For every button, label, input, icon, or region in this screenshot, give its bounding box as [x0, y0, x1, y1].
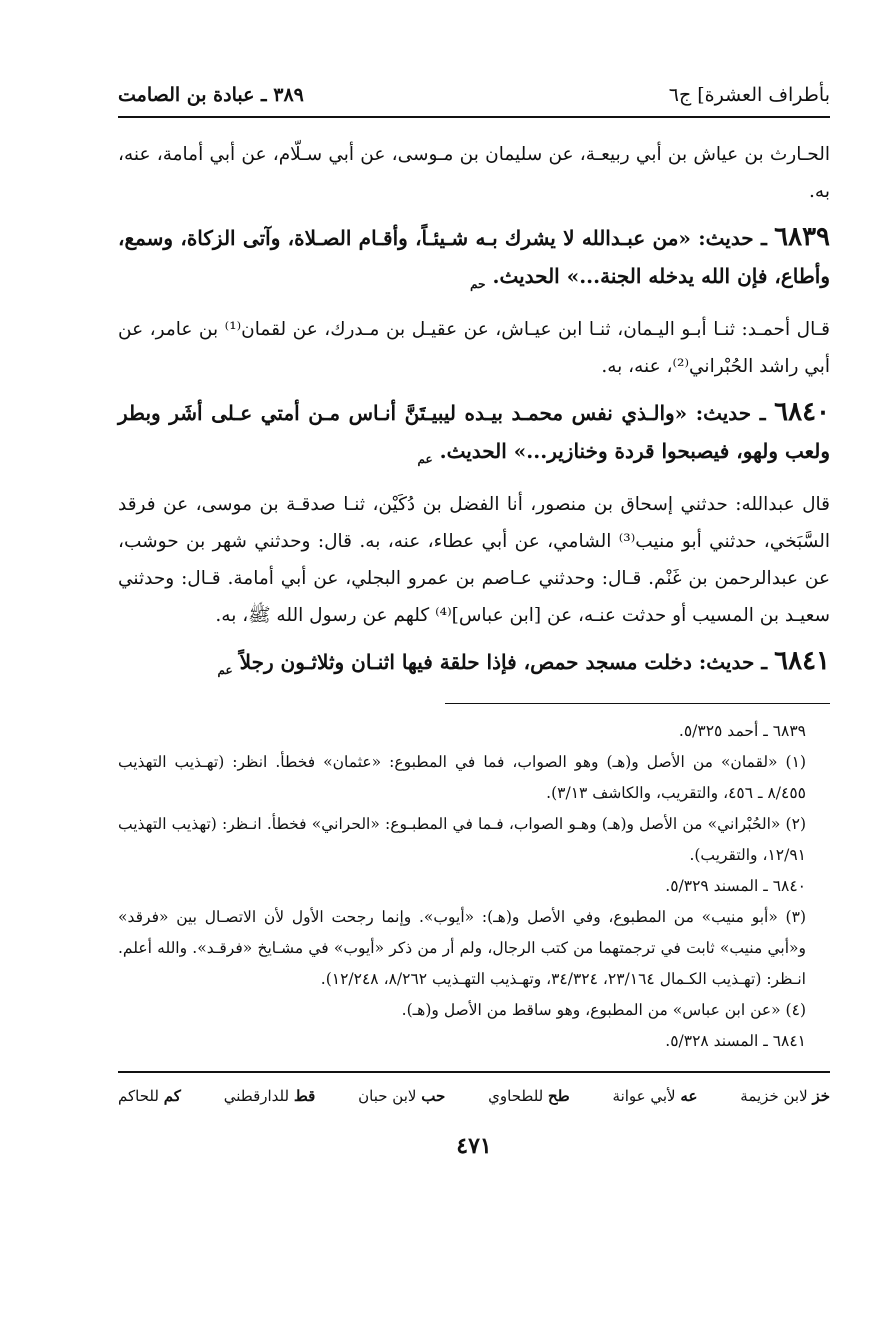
- hadith-number: ٦٨٤١: [774, 646, 830, 676]
- hadith-6840: [118, 393, 830, 478]
- siglum: عه لأبي عوانة: [612, 1087, 698, 1105]
- source-note-6840: ٦٨٤٠ ـ المسند ٥/٣٢٩.: [665, 877, 806, 895]
- footnote-1: (١) «لقمان» من الأصل و(هـ) وهو الصواب، فما في المطبوع: «عثمان» فخطأ. انظر: (تهـذيب التهذيب ٨/٤٥٥ ـ ٤٥٦، والتقريب، والكاشف ٣/١٣).: [118, 753, 806, 802]
- footnote-3: (٣) «أبو منيب» من المطبوع، وفي الأصل و(هـ): «أيوب». وإنما رجحت الأول لأن الاتصـال بين «فرقد» و«أبي منيب» ثابت في ترجمتهما من كتب الرجال، ولم أر من ذكر «أيوب» في مشـايخ «فرقـد». والله أعلم. انـظر: (تهـذيب الكـمال ٢٣/١٦٤، ٣٤/٣٢٤، وتهـذيب التهـذيب ٨/٢٦٢، ١٢/٢٤٨).: [118, 908, 806, 988]
- siglum: طح للطحاوي: [488, 1087, 570, 1105]
- hadith-siglum: عم: [217, 663, 233, 677]
- hadith-siglum: عم: [417, 452, 433, 466]
- hadith-text: ـ حديث: «من عبـدالله لا يشرك بـه شـيئـاً، وأقـام الصـلاة، وآتى الزكاة، وسمع، وأطاع، فإن الله يدخله الجنة...» الحديث.: [118, 226, 830, 288]
- hadith-text: ـ حديث: دخلت مسجد حمص، فإذا حلقة فيها اثنـان وثلاثـون رجلاً: [239, 650, 768, 674]
- footnotes: [118, 716, 830, 1057]
- header-book-title: بأطراف العشرة] ج٦: [668, 84, 830, 106]
- page-number: ٤٧١: [456, 1133, 492, 1159]
- siglum: كم للحاكم: [118, 1087, 181, 1105]
- siglum: خز لابن خزيمة: [740, 1087, 830, 1105]
- header-entry-title: ٣٨٩ ـ عبادة بن الصامت: [118, 84, 304, 106]
- sigla-legend: [118, 1073, 830, 1105]
- hadith-number: ٦٨٤٠: [774, 397, 831, 427]
- hadith-text: ـ حديث: «والـذي نفس محمـد بيـده ليبيـتَنَّ أنـاس مـن أمتي عـلى أشَر وبطر ولعب ولهو، فيصبحوا قردة وخنازير...» الحديث.: [118, 401, 830, 463]
- hadith-6839: [118, 218, 830, 303]
- footnote-divider: [445, 703, 830, 704]
- source-note-6841: ٦٨٤١ ـ المسند ٥/٣٢٨.: [665, 1032, 806, 1050]
- running-header: [118, 66, 830, 118]
- hadith-6841: [118, 642, 830, 689]
- paragraph-isnad-1: الحـارث بن عياش بن أبي ربيعـة، عن سليمان بن مـوسى، عن أبي سـلّام، عن أبي أمامة، عنه، به.: [118, 144, 830, 202]
- book-page: [118, 66, 830, 1159]
- siglum: حب لابن حبان: [358, 1087, 446, 1105]
- paragraph-isnad-3: قال عبدالله: حدثني إسحاق بن منصور، أنا الفضل بن دُكَيْن، ثنـا صدقـة بن موسى، عن فرقد السَّبَخي، حدثني أبو منيب⁽³⁾ الشامي، عن أبي عطاء، عنه، به. قال: وحدثني شهر بن حوشب، عن عبدالرحمن بن غَنْم. قـال: وحدثني عـاصم بن عمرو البجلي، عن أبي أمامة. قـال: وحدثني سعيـد بن المسيب أو حدثت عنـه، عن [ابن عباس]⁽⁴⁾ كلهم عن رسول الله ﷺ، به.: [118, 494, 830, 626]
- footnote-4: (٤) «عن ابن عباس» من المطبوع، وهو ساقط من الأصل و(هـ).: [401, 1001, 806, 1019]
- source-note-6839: ٦٨٣٩ ـ أحمد ٥/٣٢٥.: [678, 722, 806, 740]
- siglum: قط للدارقطني: [223, 1087, 316, 1105]
- hadith-number: ٦٨٣٩: [774, 222, 831, 252]
- footnote-2: (٢) «الحُبْراني» من الأصل و(هـ) وهـو الصواب، فـما في المطبـوع: «الحراني» فخطأ. انـظر: (تهذيب التهذيب ١٢/٩١، والتقريب).: [118, 815, 806, 864]
- paragraph-isnad-2: قـال أحمـد: ثنـا أبـو اليـمان، ثنـا ابن عيـاش، عن عقيـل بن مـدرك، عن لقمان⁽¹⁾ بن عامر، عن أبي راشد الحُبْراني⁽²⁾، عنه، به.: [118, 319, 830, 377]
- hadith-siglum: حم: [470, 277, 486, 291]
- main-text: [118, 136, 830, 689]
